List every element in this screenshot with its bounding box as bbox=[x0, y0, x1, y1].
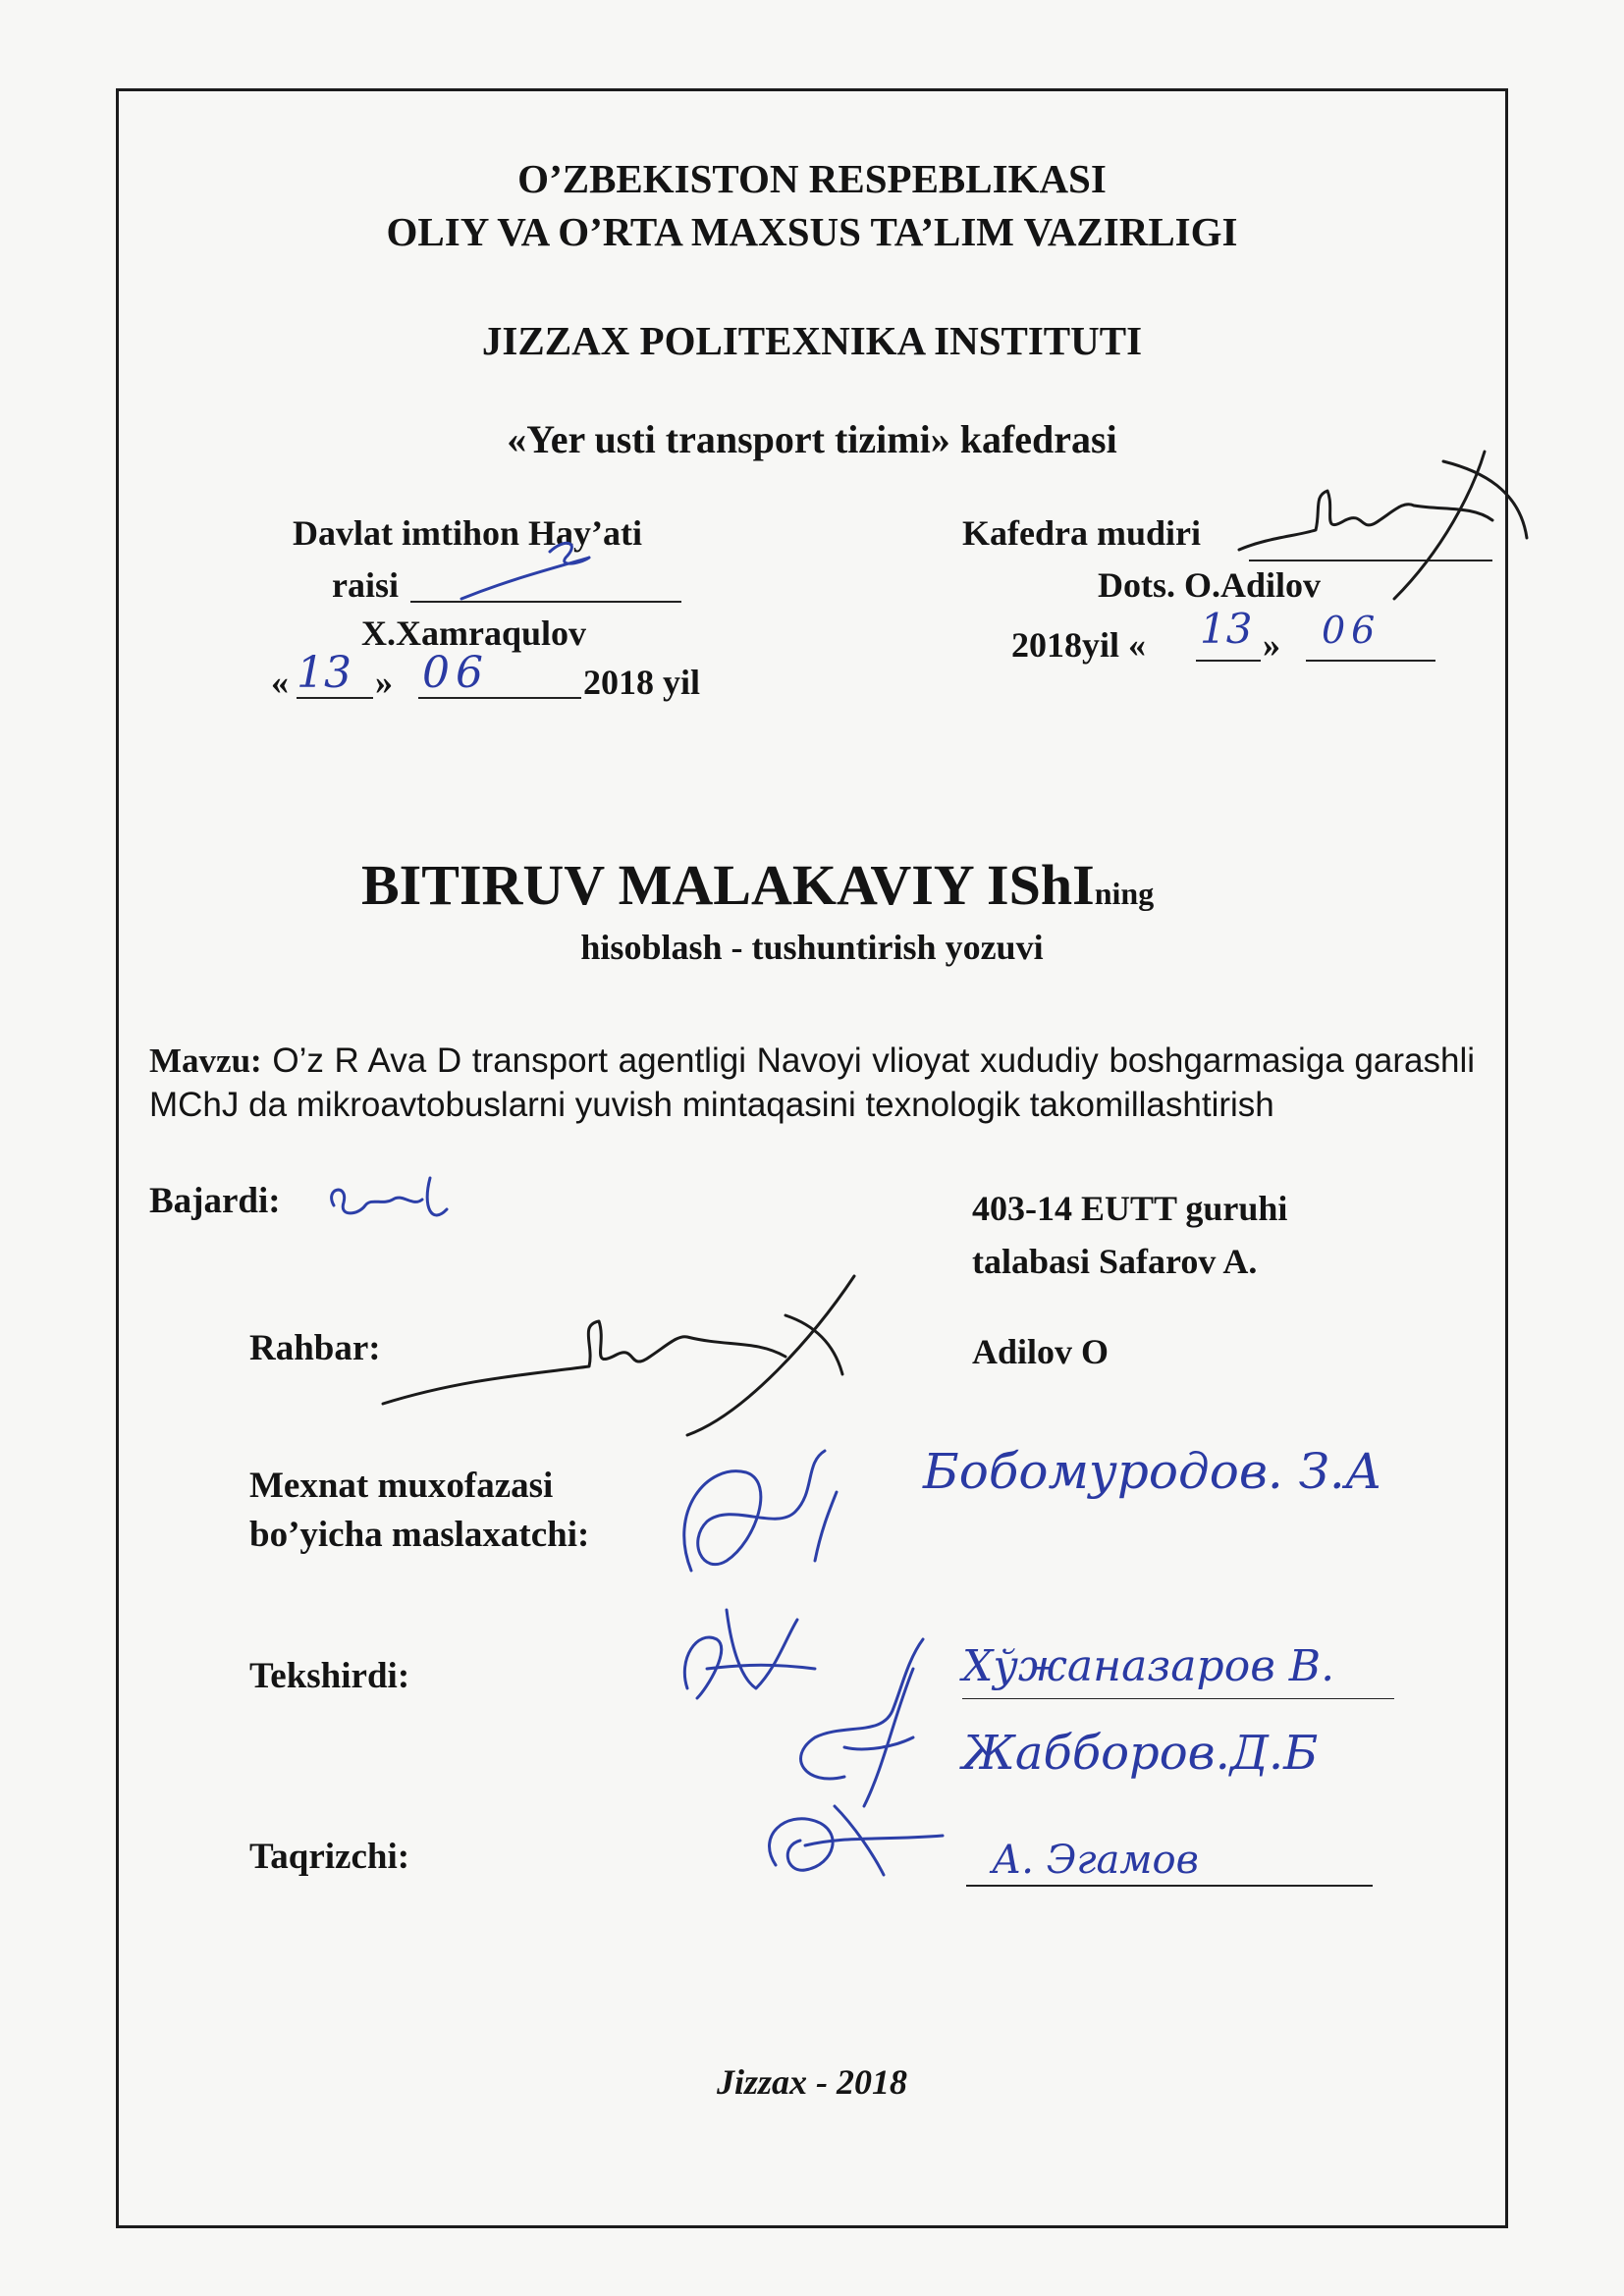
supervisor-signature bbox=[383, 1276, 854, 1435]
date-close-quote: » bbox=[375, 663, 393, 702]
exam-committee-title: Davlat imtihon Hay’ati bbox=[293, 513, 642, 553]
supervisor-label: Rahbar: bbox=[249, 1328, 381, 1368]
committee-chair-name: X.Xamraqulov bbox=[361, 614, 587, 653]
reviewer-label: Taqrizchi: bbox=[249, 1837, 410, 1877]
date-close-quote: » bbox=[1263, 625, 1280, 665]
reviewer-handwritten-name: А. Эгамов bbox=[992, 1838, 1199, 1883]
document-title-suffix: ning bbox=[1094, 876, 1155, 911]
header-ministry: OLIY VA O’RTA MAXSUS TA’LIM VAZIRLIGI bbox=[386, 209, 1238, 254]
student-signature bbox=[332, 1178, 447, 1215]
consultant-signature bbox=[684, 1451, 837, 1571]
consultant-handwritten-name: Бобомуродов. З.А bbox=[923, 1443, 1382, 1500]
date-open-quote: « bbox=[271, 663, 289, 702]
supervisor-name: Adilov O bbox=[972, 1332, 1110, 1371]
department-name: «Yer usti transport tizimi» kafedrasi bbox=[507, 417, 1117, 461]
header-ministry-country: O’ZBEKISTON RESPEBLIKASI bbox=[517, 156, 1107, 201]
consultant-label-2: bo’yicha maslaxatchi: bbox=[249, 1515, 590, 1555]
department-head-title: Kafedra mudiri bbox=[962, 513, 1201, 553]
date-year: 2018 yil bbox=[583, 663, 701, 702]
reviewer-signature bbox=[770, 1806, 943, 1875]
topic-label: Mavzu: bbox=[149, 1041, 262, 1080]
handwritten-day: 13 bbox=[1200, 605, 1253, 653]
executor-label: Bajardi: bbox=[149, 1181, 281, 1221]
checker-handwritten-name-1: Хўжаназаров В. bbox=[962, 1641, 1335, 1691]
topic-text: O’z R Ava D transport agentligi Navoyi vlioyat xududiy boshgarmasiga garashli MChJ da mikroavtobuslarni yuvish mintaqasini texnologik takomillashtirish bbox=[149, 1041, 1475, 1124]
student-name: talabasi Safarov A. bbox=[972, 1242, 1258, 1281]
department-head-signature bbox=[1239, 452, 1527, 599]
document-title-main: BITIRUV MALAKAVIY IShI bbox=[361, 853, 1095, 917]
handwritten-month: 06 bbox=[422, 648, 489, 698]
exam-committee-title-2: raisi bbox=[332, 565, 399, 605]
committee-chair-signature bbox=[461, 543, 589, 599]
checker-signature-1 bbox=[684, 1610, 815, 1698]
handwritten-day: 13 bbox=[297, 648, 352, 698]
handwritten-month: 06 bbox=[1322, 609, 1381, 652]
checker-handwritten-name-2: Жабборов.Д.Б bbox=[962, 1726, 1319, 1781]
document-subtitle: hisoblash - tushuntirish yozuvi bbox=[580, 928, 1044, 967]
consultant-label: Mexnat muxofazasi bbox=[249, 1466, 554, 1506]
student-group: 403-14 EUTT guruhi bbox=[972, 1189, 1288, 1228]
place-and-year: Jizzax - 2018 bbox=[716, 2062, 907, 2102]
reviewer-checked-label: Tekshirdi: bbox=[249, 1656, 410, 1696]
institute-name: JIZZAX POLITEXNIKA INSTITUTI bbox=[481, 318, 1143, 363]
date-year-prefix: 2018yil « bbox=[1011, 625, 1147, 665]
department-head-name: Dots. O.Adilov bbox=[1098, 565, 1322, 605]
checker-signature-2 bbox=[801, 1639, 923, 1806]
